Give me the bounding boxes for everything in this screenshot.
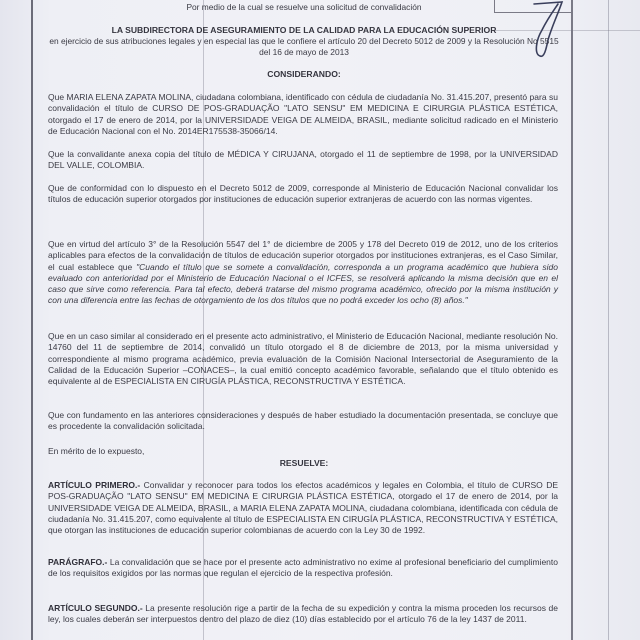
considerando-paragraph-4	[48, 239, 558, 307]
page-frame-left-border	[31, 0, 33, 640]
article-segundo-label: ARTÍCULO SEGUNDO.-	[48, 603, 143, 613]
considerando-title: CONSIDERANDO:	[267, 69, 341, 79]
considerando-paragraph-5: Que en un caso similar al considerado en el presente acto administrativo, el Ministerio de Educación Nacional, mediante resolución No. 14760 del 11 de septiembre de 2014, convalidó un título otorgado el 8 de diciembre de 2013, por la misma universidad y correspondiente al mismo programa académico, previa evaluación de la Comisión Nacional Intersectorial de Aseguramiento de la Calidad de la Educación Superior –CONACES–, la cual emitió concepto académico favorable, señalando que el título obtenido es equivalente al de ESPECIALISTA EN CIRUGÍA PLÁSTICA, RECONSTRUCTIVA Y ESTÉTICA.	[48, 331, 558, 387]
article-segundo-text: La presente resolución rige a partir de la fecha de su expedición y contra la misma proceden los recursos de ley, los cuales deberán ser interpuestos dentro del plazo de diez (10) días establecido por el artículo 76 de la ley 1437 de 2011.	[48, 603, 558, 625]
considerando-paragraph-7: En mérito de lo expuesto,	[48, 446, 145, 456]
considerando-paragraph-3: Que de conformidad con lo dispuesto en el Decreto 5012 de 2009, corresponde al Ministerio de Educación Nacional convalidar los títulos de educación superior otorgados por instituciones de educación superior extranjeras de acuerdo con las normas vigentes.	[48, 183, 558, 205]
paragrafo	[48, 557, 558, 580]
issuer-heading: LA SUBDIRECTORA DE ASEGURAMIENTO DE LA CALIDAD PARA LA EDUCACIÓN SUPERIOR	[111, 25, 497, 35]
article-segundo	[48, 603, 558, 626]
paragraph-4-text: Que en virtud del artículo 3° de la Resolución 5547 del 1° de diciembre de 2005 y 178 del Decreto 019 de 2012, uno de los criterios aplicables para efectos de la convalidación de títulos de educación superior otorgados por instituciones extranjeras, es el Caso Similar, el cual establece que	[48, 239, 558, 272]
article-primero-label: ARTÍCULO PRIMERO.-	[48, 480, 141, 490]
considerando-paragraph-2: Que la convalidante anexa copia del título de MÉDICA Y CIRUJANA, otorgado el 11 de septiembre de 1998, por la UNIVERSIDAD DEL VALLE, COLOMBIA.	[48, 149, 558, 171]
article-primero	[48, 480, 558, 536]
page-frame-right-border	[571, 0, 573, 640]
page-outer-edge-line	[608, 0, 609, 640]
paragrafo-text: La convalidación que se hace por el presente acto administrativo no exime al profesional beneficiario del cumplimiento de los requisitos exigidos por las normas que regulan el ejercicio de la respectiva profesión.	[48, 557, 558, 579]
paragrafo-label: PARÁGRAFO.-	[48, 557, 108, 567]
paragraph-4-quote: "Cuando el título que se somete a convalidación, corresponda a un programa académico que hubiera sido evaluado con anterioridad por el Ministerio de Educación Nacional o el ICFES, se resolverá aplicando la misma decisión que en el caso que sirve como referencia. Para tal efecto, deberá tratarse del mismo programa académico, ofrecido por la misma institución y con una diferencia entre las fechas de otorgamiento de los dos títulos que no podrá exceder los ocho (8) años."	[48, 261, 558, 306]
resuelve-title: RESUELVE:	[279, 458, 329, 468]
article-primero-text: Convalidar y reconocer para todos los efectos académicos y legales en Colombia, el título de CURSO DE POS-GRADUAÇÃO "LATO SENSU" EM MEDICINA E CIRURGIA PLÁSTICA ESTÉTICA, otorgado el 17 de enero de 2014, por la UNIVERSIDADE VEIGA DE ALMEIDA, BRASIL, a MARIA ELENA ZAPATA MOLINA, ciudadana colombiana, identificada con cédula de ciudadanía No. 31.415.207, como equivalente al título de ESPECIALISTA EN CIRUGÍA PLÁSTICA, RECONSTRUCTIVA Y ESTÉTICA, que otorgan las instituciones de educación superior colombianas de acuerdo con la Ley 30 de 1992.	[48, 480, 559, 536]
considerando-paragraph-1: Que MARIA ELENA ZAPATA MOLINA, ciudadana colombiana, identificado con cédula de ciudadanía No. 31.415.207, presentó para su convalidación el título de CURSO DE POS-GRADUAÇÃO "LATO SENSU" EM MEDICINA E CIRURGIA PLÁSTICA ESTÉTICA, otorgado el 17 de enero de 2014, por la UNIVERSIDADE VEIGA DE ALMEIDA, BRASIL, mediante solicitud radicado en el Ministerio de Educación Nacional con el No. 2014ER175538-35066/14.	[48, 92, 558, 136]
considerando-paragraph-6: Que con fundamento en las anteriores consideraciones y después de haber estudiado la documentación presentada, se concluye que es procedente la convalidación solicitada.	[48, 410, 558, 432]
resolution-subtitle: Por medio de la cual se resuelve una solicitud de convalidación	[186, 2, 422, 12]
issuer-authority: en ejercicio de sus atribuciones legales y en especial las que le confiere el artículo 20 del Decreto 5012 de 2009 y la Resolución No 5515 del 16 de mayo de 2013	[49, 36, 559, 57]
